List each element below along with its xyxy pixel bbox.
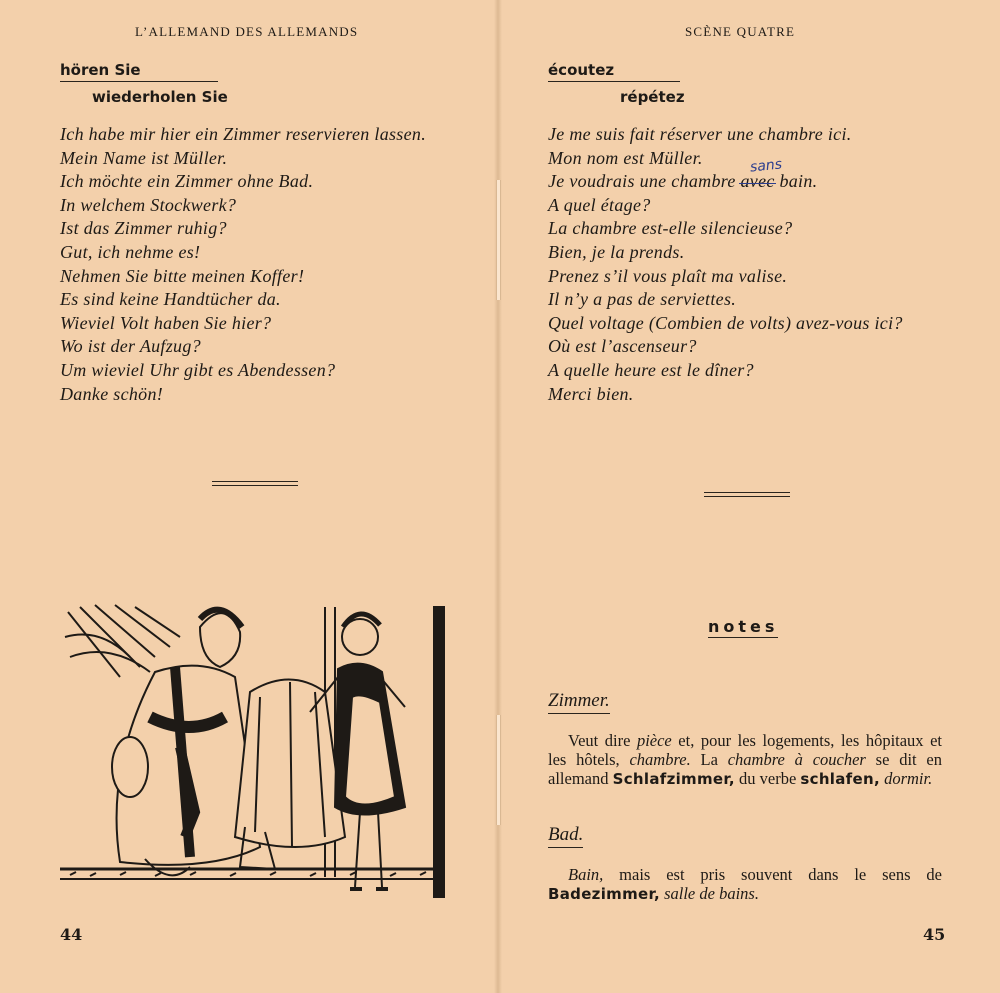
dialog-line: Il n’y a pas de serviettes. bbox=[548, 289, 737, 310]
dialog-line: Danke schön! bbox=[60, 383, 164, 404]
dialog-line: Es sind keine Handtücher da. bbox=[60, 289, 281, 310]
heading-repeat: répétez bbox=[620, 88, 685, 106]
dialog-line: Où est l’ascenseur? bbox=[548, 336, 697, 357]
left-page bbox=[0, 0, 498, 993]
note-italic: Bain, bbox=[568, 865, 604, 884]
dialog-line: Prenez s’il vous plaît ma valise. bbox=[548, 265, 788, 286]
dialog-line: A quel étage? bbox=[548, 194, 651, 215]
note-text: et, pour les logements, les hôpitaux et les hôtels, bbox=[548, 731, 942, 769]
dialog-line: Mon nom est Müller. bbox=[548, 147, 703, 168]
note-italic: chambre à coucher bbox=[727, 750, 866, 769]
dialog-line-start: Je voudrais une chambre bbox=[548, 171, 741, 192]
handwritten-correction: sans bbox=[749, 156, 783, 176]
page-number: 45 bbox=[923, 925, 946, 944]
section-divider bbox=[704, 492, 790, 497]
note-term-zimmer: Zimmer. bbox=[548, 690, 610, 714]
page-number: 44 bbox=[60, 925, 83, 944]
french-dialog bbox=[548, 123, 903, 406]
right-page bbox=[498, 0, 1000, 993]
dialog-line: Merci bien. bbox=[548, 383, 634, 404]
dialog-line: Bien, je la prends. bbox=[548, 241, 685, 262]
heading-repeat: wiederholen Sie bbox=[92, 88, 228, 106]
section-divider bbox=[212, 481, 298, 486]
note-bold: schlafen, bbox=[800, 770, 880, 788]
note-body-bad bbox=[548, 865, 942, 904]
dialog-line-end: bain. bbox=[774, 171, 818, 192]
note-text: Veut dire bbox=[568, 731, 637, 750]
running-head: L’ALLEMAND DES ALLEMANDS bbox=[135, 24, 359, 39]
note-text: mais est pris souvent dans le sens de bbox=[603, 865, 942, 884]
german-dialog bbox=[60, 123, 426, 406]
dialog-line: In welchem Stockwerk? bbox=[60, 194, 237, 215]
struck-word: avec bbox=[740, 170, 774, 194]
note-term-bad: Bad. bbox=[548, 824, 583, 848]
dialog-line: Gut, ich nehme es! bbox=[60, 241, 201, 262]
dialog-line: A quelle heure est le dîner? bbox=[548, 359, 754, 380]
dialog-line: Wieviel Volt haben Sie hier? bbox=[60, 312, 272, 333]
dialog-line: La chambre est-elle silencieuse? bbox=[548, 218, 793, 239]
dialog-line bbox=[548, 170, 903, 194]
note-italic: pièce bbox=[636, 731, 672, 750]
note-italic: salle de bains. bbox=[664, 884, 759, 903]
heading-rule bbox=[548, 81, 680, 82]
dialog-line: Ich habe mir hier ein Zimmer reservieren lassen. bbox=[60, 124, 426, 144]
dialog-line: Wo ist der Aufzug? bbox=[60, 336, 201, 357]
dialog-line: Mein Name ist Müller. bbox=[60, 147, 228, 168]
note-text: du verbe bbox=[734, 769, 801, 788]
note-italic: dormir. bbox=[884, 769, 933, 788]
note-text: La bbox=[690, 750, 728, 769]
dialog-line: Um wieviel Uhr gibt es Abendessen? bbox=[60, 359, 336, 380]
dialog-line: Je me suis fait réserver une chambre ici. bbox=[548, 124, 852, 144]
note-italic: chambre. bbox=[629, 750, 691, 769]
note-bold: Schlafzimmer, bbox=[612, 770, 735, 788]
note-bold: Badezimmer, bbox=[548, 885, 660, 903]
notes-title: notes bbox=[708, 617, 779, 636]
dialog-line: Ist das Zimmer ruhig? bbox=[60, 218, 227, 239]
running-head: SCÈNE QUATRE bbox=[685, 24, 796, 39]
dialog-line: Ich möchte ein Zimmer ohne Bad. bbox=[60, 171, 314, 192]
note-body-zimmer bbox=[548, 731, 942, 789]
dialog-line: Quel voltage (Combien de volts) avez-vous ici? bbox=[548, 312, 903, 333]
heading-listen: écoutez bbox=[548, 61, 615, 79]
hotel-scene-illustration bbox=[60, 597, 455, 902]
note-text: se dit en allemand bbox=[548, 750, 942, 788]
heading-listen: hören Sie bbox=[60, 61, 141, 79]
dialog-line: Nehmen Sie bitte meinen Koffer! bbox=[60, 265, 305, 286]
heading-rule bbox=[60, 81, 218, 82]
